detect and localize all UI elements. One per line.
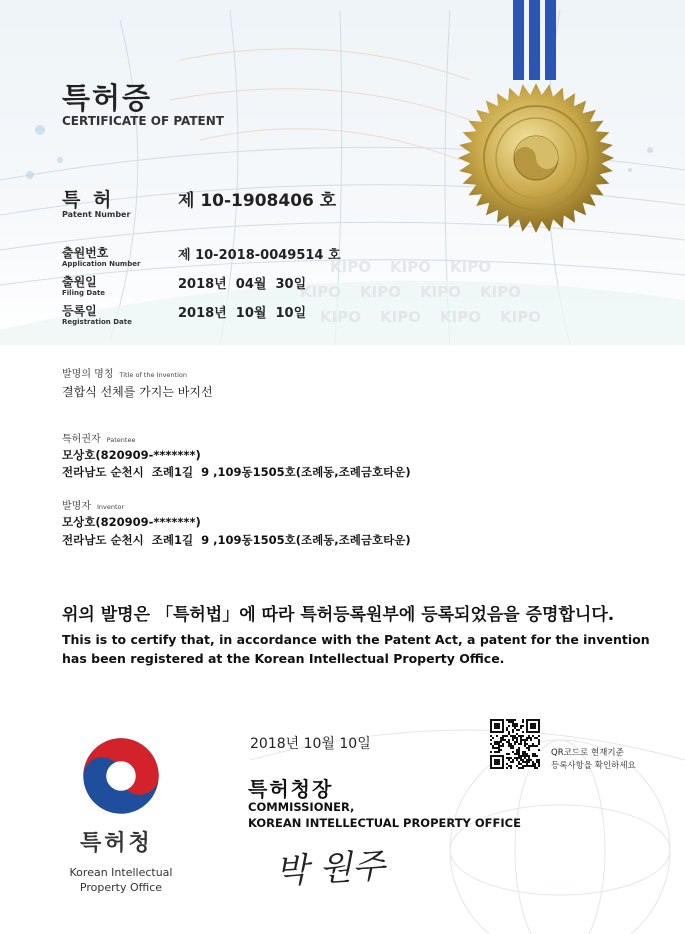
registration-label-en: Registration Date [62,318,132,326]
ribbon-stripe [529,0,540,80]
issue-date: 2018년 10월 10일 [250,736,371,752]
watermark-text: KIPO [500,308,541,326]
inventor-heading [62,497,124,512]
filing-date: 2018년 04월 30일 [178,277,307,292]
commissioner-title-en2: KOREAN INTELLECTUAL PROPERTY OFFICE [248,816,521,830]
commissioner-title-en1: COMMISSIONER, [248,800,355,814]
watermark-text: KIPO [390,258,431,276]
watermark-text: KIPO [330,258,371,276]
kipo-logo-icon [80,735,162,817]
qr-note-line2: 등록사항을 확인하세요 [551,761,636,771]
qr-code-icon[interactable] [490,719,540,769]
qr-note-line1: QR코드로 현재기준 [551,748,624,758]
watermark-text: KIPO [450,258,491,276]
invention-title: 결합식 선체를 가지는 바지선 [62,385,213,399]
signature-text: 박 원주 [274,846,386,892]
invention-heading [62,365,187,380]
invention-label: 발명의 명칭 [62,369,114,380]
registration-date: 2018년 10월 10일 [178,306,307,321]
kipo-name-ko: 특허청 [80,831,153,856]
watermark-text: KIPO [440,308,481,326]
gold-seal-icon [451,78,621,238]
application-label: 출원번호 [62,246,109,260]
certificate-subtitle: CERTIFICATE OF PATENT [62,114,224,128]
certificate-title: 특허증 [62,81,153,115]
watermark-text: KIPO [300,283,341,301]
filing-label: 출원일 [62,275,97,289]
commissioner-title-ko: 특허청장 [248,777,334,801]
patentee-heading [62,430,135,445]
kipo-name-en1: Korean Intellectual [69,866,173,879]
certification-ko: 위의 발명은 「특허법」에 따라 특허등록원부에 등록되었음을 증명합니다. [62,605,615,625]
certification-en-line1: This is to certify that, in accordance with the Patent Act, a patent for the invention [62,632,650,647]
patentee-address: 전라남도 순천시 조례1길 9 ,109동1505호(조례동,조례금호타운) [62,465,411,479]
patent-number: 제 10-1908406 호 [178,191,337,211]
invention-label-en: Title of the Invention [119,371,187,379]
patentee-label: 특허권자 [62,434,101,445]
commissioner-signature [270,838,470,898]
application-number: 제 10-2018-0049514 호 [178,248,341,263]
patentee-label-en: Patentee [106,436,136,444]
filing-label-en: Filing Date [62,289,106,297]
certification-en-line2: has been registered at the Korean Intellectual Property Office. [62,651,505,666]
registration-label: 등록일 [62,304,97,318]
ribbon-stripe [545,0,556,80]
watermark-text: KIPO [480,283,521,301]
inventor-label-en: Inventor [96,503,125,511]
inventor-address: 전라남도 순천시 조례1길 9 ,109동1505호(조례동,조례금호타운) [62,533,411,547]
kipo-name-en2: Property Office [79,881,163,894]
watermark-text: KIPO [360,283,401,301]
application-label-en: Application Number [62,260,141,268]
patentee-name: 모상호(820909-*******) [62,448,201,462]
watermark-text: KIPO [380,308,421,326]
patent-label-en: Patent Number [62,210,131,219]
watermark-text: KIPO [420,283,461,301]
patent-label: 특 허 [62,189,115,211]
inventor-label: 발명자 [62,501,91,512]
ribbon-stripe [513,0,524,80]
inventor-name: 모상호(820909-*******) [62,515,201,529]
watermark-text: KIPO [320,308,361,326]
